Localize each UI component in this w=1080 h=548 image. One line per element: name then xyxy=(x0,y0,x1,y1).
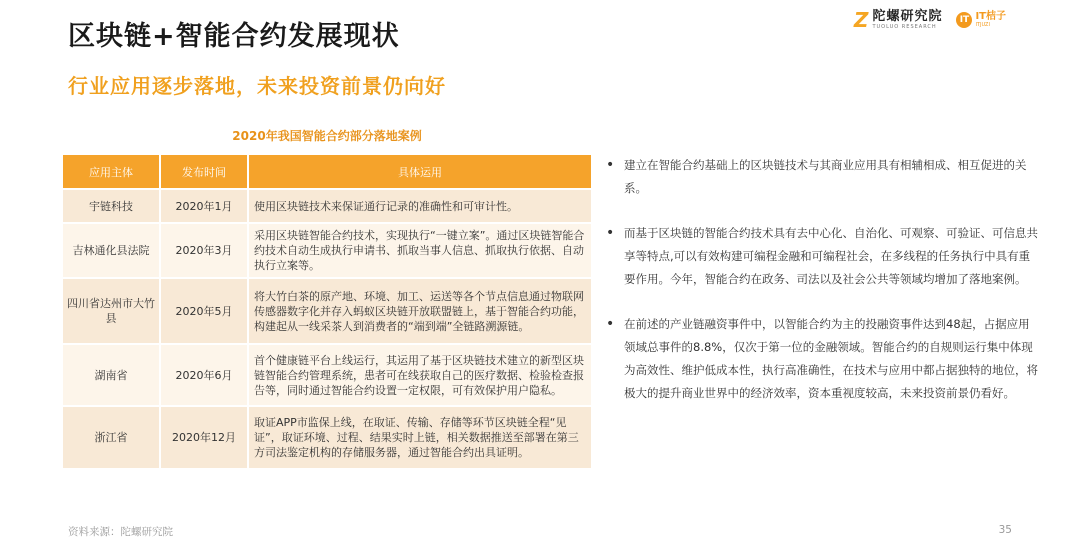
cell-date: 2020年5月 xyxy=(160,278,248,344)
orange-icon: IT xyxy=(956,12,972,28)
cell-entity: 四川省达州市大竹县 xyxy=(63,278,160,344)
bullet-icon: • xyxy=(606,316,615,332)
table-row xyxy=(63,406,591,468)
column-header-date: 发布时间 xyxy=(160,155,248,189)
cell-detail: 首个健康链平台上线运行，其运用了基于区块链技术建立的新型区块链智能合约管理系统，患者可在线获取自己的医疗数据、检验检查报告等，同时通过智能合约设置一定权限，可有效保护用户隐私。 xyxy=(248,344,591,406)
page-subtitle: 行业应用逐步落地，未来投资前景仍向好 xyxy=(68,74,446,98)
cell-detail: 使用区块链技术来保证通行记录的准确性和可审计性。 xyxy=(248,189,591,223)
bullet-text: 建立在智能合约基础上的区块链技术与其商业应用具有相辅相成、相互促进的关系。 xyxy=(624,158,1027,195)
table-row xyxy=(63,189,591,223)
column-header-detail: 具体运用 xyxy=(248,155,591,189)
bullet-text: 在前述的产业链融资事件中，以智能合约为主的投融资事件达到48起，占据应用领域总事件的8.8%，仅次于第一位的金融领域。智能合约的自规则运行集中体现为高效性、维护低成本性，执行高准确性，在技术与应用中都占据独特的地位，将极大的提升商业世界中的经济效率，资本重视度较高，未来投资前景仍看好。 xyxy=(624,317,1038,400)
cases-table xyxy=(63,155,591,468)
itjuzi-logo-name: IT桔子 xyxy=(975,11,1006,22)
cell-date: 2020年3月 xyxy=(160,223,248,278)
cell-detail: 将大竹白茶的原产地、环境、加工、运送等各个节点信息通过物联网传感器数字化并存入蚂蚁区块链开放联盟链上，基于智能合约功能，构建起从一线采茶人到消费者的“端到端”全链路溯源链。 xyxy=(248,278,591,344)
cell-date: 2020年1月 xyxy=(160,189,248,223)
tuoluo-logo-en: TUOLUO RESEARCH xyxy=(872,24,937,30)
table-header-row xyxy=(63,155,591,189)
cell-entity: 湖南省 xyxy=(63,344,160,406)
page-title: 区块链+智能合约发展现状 xyxy=(68,21,400,52)
list-item xyxy=(606,313,1038,405)
cell-detail: 采用区块链智能合约技术，实现执行“一键立案”。通过区块链智能合约技术自动生成执行申请书、抓取当事人信息、抓取执行依据、自动执行立案等。 xyxy=(248,223,591,278)
logo-group xyxy=(854,10,1006,30)
cell-entity: 浙江省 xyxy=(63,406,160,468)
table-title: 2020年我国智能合约部分落地案例 xyxy=(232,129,422,143)
bullet-icon: • xyxy=(606,157,615,173)
itjuzi-logo xyxy=(956,12,1006,28)
cell-detail: 取证APP市监保上线，在取证、传输、存储等环节区块链全程“见证”，取证环境、过程、结果实时上链，相关数据推送至部署在第三方司法鉴定机构的存储服务器，通过智能合约出具证明。 xyxy=(248,406,591,468)
tuoluo-logo xyxy=(854,10,943,30)
bullet-text: 而基于区块链的智能合约技术具有去中心化、自治化、可观察、可验证、可信息共享等特点,可以有效构建可编程金融和可编程社会，在多线程的任务执行中具有重要作用。今年，智能合约在政务、司法以及社会公共等领域均增加了落地案例。 xyxy=(624,226,1038,286)
itjuzi-logo-en: ITJUZI xyxy=(975,22,990,28)
bullet-icon: • xyxy=(606,225,615,241)
page-number: 35 xyxy=(998,524,1012,536)
bullet-list xyxy=(606,154,1038,427)
table-row xyxy=(63,223,591,278)
table-row xyxy=(63,344,591,406)
source-note: 资料来源：陀螺研究院 xyxy=(68,526,173,538)
list-item xyxy=(606,154,1038,200)
cell-entity: 吉林通化县法院 xyxy=(63,223,160,278)
cell-entity: 宇链科技 xyxy=(63,189,160,223)
tuoluo-logo-icon: Z xyxy=(853,8,869,32)
cell-date: 2020年12月 xyxy=(160,406,248,468)
tuoluo-logo-name: 陀螺研究院 xyxy=(872,9,943,24)
cell-date: 2020年6月 xyxy=(160,344,248,406)
column-header-entity: 应用主体 xyxy=(63,155,160,189)
table-row xyxy=(63,278,591,344)
list-item xyxy=(606,222,1038,291)
